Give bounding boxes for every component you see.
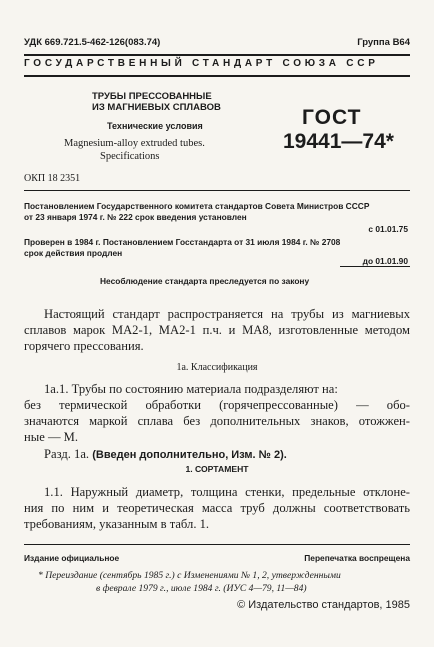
reprint-prohibited: Перепечатка воспрещена xyxy=(304,553,410,563)
title-en-line1: Magnesium-alloy extruded tubes. xyxy=(64,138,205,149)
title-en-line2: Specifications xyxy=(100,151,160,162)
copyright: © Издательство стандартов, 1985 xyxy=(237,599,410,611)
section-1-heading: 1. СОРТАМЕНТ xyxy=(185,464,249,474)
extended-date-rule xyxy=(340,266,410,267)
section-1a-heading: 1а. Классификация xyxy=(176,362,258,373)
gost-number: 19441—74* xyxy=(283,130,394,153)
official-edition: Издание официальное xyxy=(24,553,120,563)
effective-date: с 01.01.75 xyxy=(368,224,408,234)
footer-rule xyxy=(24,544,410,545)
extended-date: до 01.01.90 xyxy=(362,256,408,266)
law-warning: Несоблюдение стандарта преследуется по закону xyxy=(100,276,310,286)
subtitle-ru: Технические условия xyxy=(107,121,203,131)
header-bottom-rule xyxy=(24,75,410,77)
section-1a-line3: значаются маркой сплава без дополнительных знаков, отожжен- xyxy=(24,414,410,428)
okp-code: ОКП 18 2351 xyxy=(24,173,81,184)
decree-line4: срок действия продлен xyxy=(24,248,123,258)
note-amendment: (Введен дополнительно, Изм. № 2). xyxy=(92,449,287,461)
intro-line3: горячего прессования. xyxy=(24,339,144,353)
decree-line3: Проверен в 1984 г. Постановлением Госстандарта от 31 июля 1984 г. № 2708 xyxy=(24,237,341,247)
group-code: Группа В64 xyxy=(357,37,410,48)
section-1a-line2: без термической обработки (горячепрессованные) — обо- xyxy=(24,398,410,412)
note-prefix: Разд. 1а. xyxy=(44,447,90,461)
section-1-line3: требованиям, указанным в табл. 1. xyxy=(24,517,210,531)
intro-line2: сплавов марок МА2-1, МА2-1 п.ч. и МА8, изготовленные методом xyxy=(24,323,410,337)
standard-title: ГОСУДАРСТВЕННЫЙ СТАНДАРТ СОЮЗА ССР xyxy=(24,58,379,69)
section-1a-line4: ные — М. xyxy=(24,430,79,444)
header-top-rule xyxy=(24,54,410,56)
reissue-line1: * Переиздание (сентябрь 1985 г.) с Изменениями № 1, 2, утвержденными xyxy=(38,570,341,581)
decree-line2: от 23 января 1974 г. № 222 срок введения установлен xyxy=(24,212,247,222)
udk-code: УДК 669.721.5-462-126(083.74) xyxy=(24,37,161,48)
intro-line1: Настоящий стандарт распространяется на трубы из магниевых xyxy=(44,307,410,321)
decree-line1: Постановлением Государственного комитета стандартов Совета Министров СССР xyxy=(24,201,370,211)
section-1a-line1: 1а.1. Трубы по состоянию материала подразделяют на: xyxy=(44,382,338,396)
section-1-line2: ния по ним и теоретическая масса труб должны соответствовать xyxy=(24,501,410,515)
reissue-line2: в феврале 1979 г., июле 1984 г. (ИУС 4—79, 11—84) xyxy=(96,583,307,594)
section-1-line1: 1.1. Наружный диаметр, толщина стенки, предельные отклоне- xyxy=(44,485,410,499)
section-1a-note xyxy=(44,447,287,462)
gost-label: ГОСТ xyxy=(302,106,362,129)
title-ru-line2: ИЗ МАГНИЕВЫХ СПЛАВОВ xyxy=(92,102,221,113)
title-ru-line1: ТРУБЫ ПРЕССОВАННЫЕ xyxy=(92,91,212,102)
okp-rule xyxy=(24,190,410,191)
